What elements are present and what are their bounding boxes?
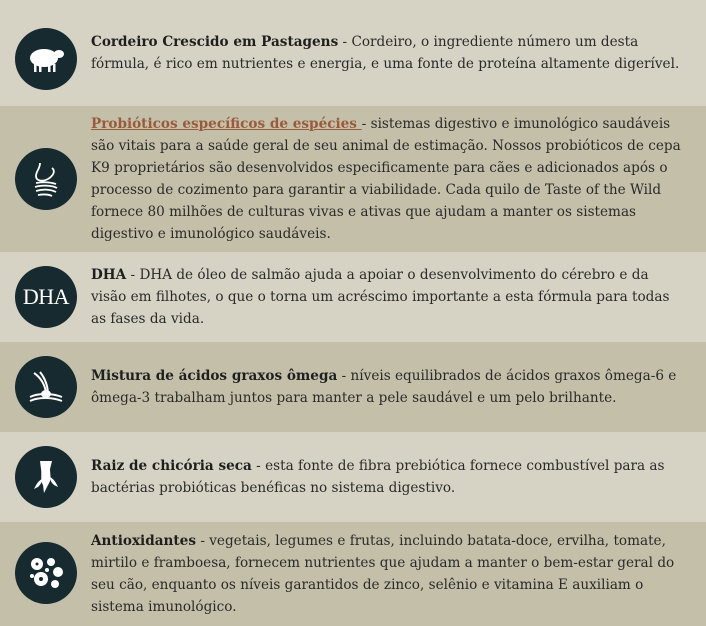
benefit-separator: - <box>126 267 140 283</box>
benefit-title: Antioxidantes <box>91 533 196 549</box>
benefit-separator: - <box>338 34 352 50</box>
dha-icon <box>15 266 77 328</box>
dha-icon-label: DHA <box>22 284 70 309</box>
benefit-body: DHA de óleo de salmão ajuda a apoiar o desenvolvimento do cérebro e da visão em filhotes, o que o torna um acréscimo importante a esta fórmula para todas as fases da vida. <box>91 267 670 327</box>
benefit-text <box>91 31 687 75</box>
benefit-separator: - <box>196 533 210 549</box>
benefit-text <box>91 455 687 499</box>
benefit-text <box>91 113 687 245</box>
skin-hair-icon <box>15 356 77 418</box>
benefit-text <box>91 365 687 409</box>
chicory-root-icon <box>15 446 77 508</box>
benefit-row-probiotics <box>0 106 706 252</box>
benefit-row-lamb <box>0 0 706 106</box>
benefit-body: vegetais, legumes e frutas, incluindo batata-doce, ervilha, tomate, mirtilo e framboesa, fornecem nutrientes que ajudam a manter o bem-estar geral do seu cão, enquanto os níveis garantidos de zinco, selênio e vitamina E auxiliam o sistema imunológico. <box>91 533 675 615</box>
benefit-row-omega <box>0 342 706 432</box>
benefit-title: DHA <box>91 267 127 283</box>
benefit-title: Raiz de chicória seca <box>91 458 252 474</box>
benefit-separator: - <box>361 116 371 132</box>
benefit-text <box>91 264 687 330</box>
sheep-icon <box>15 28 77 90</box>
benefit-title: Cordeiro Crescido em Pastagens <box>91 34 339 50</box>
benefit-separator: - <box>337 368 351 384</box>
benefit-title: Mistura de ácidos graxos ômega <box>91 368 338 384</box>
benefit-body: Cordeiro, o ingrediente número um desta fórmula, é rico em nutrientes e energia, e uma fonte de proteína altamente digerível. <box>91 34 680 72</box>
benefit-row-antioxidants <box>0 522 706 626</box>
benefit-text <box>91 530 687 618</box>
digestive-system-icon <box>15 148 77 210</box>
benefit-body: sistemas digestivo e imunológico saudáveis são vitais para a saúde geral de seu animal de estimação. Nossos probióticos de cepa K9 proprietários são desenvolvidos especificamente para cães e adicionados após o processo de cozimento para garantir a viabilidade. Cada quilo de Taste of the Wild fornece 80 milhões de culturas vivas e ativas que ajudam a manter os sistemas digestivo e imunológico saudáveis. <box>91 116 681 242</box>
benefit-row-chicory <box>0 432 706 522</box>
benefit-row-dha <box>0 252 706 342</box>
benefit-separator: - <box>251 458 266 474</box>
antioxidant-icon <box>15 542 77 604</box>
probiotics-link[interactable]: Probióticos específicos de espécies <box>91 116 362 132</box>
benefit-body: níveis equilibrados de ácidos graxos ômega-6 e ômega-3 trabalham juntos para manter a pele saudável e um pelo brilhante. <box>91 368 677 406</box>
benefit-body: esta fonte de fibra prebiótica fornece combustível para as bactérias probióticas benéficas no sistema digestivo. <box>91 458 665 496</box>
